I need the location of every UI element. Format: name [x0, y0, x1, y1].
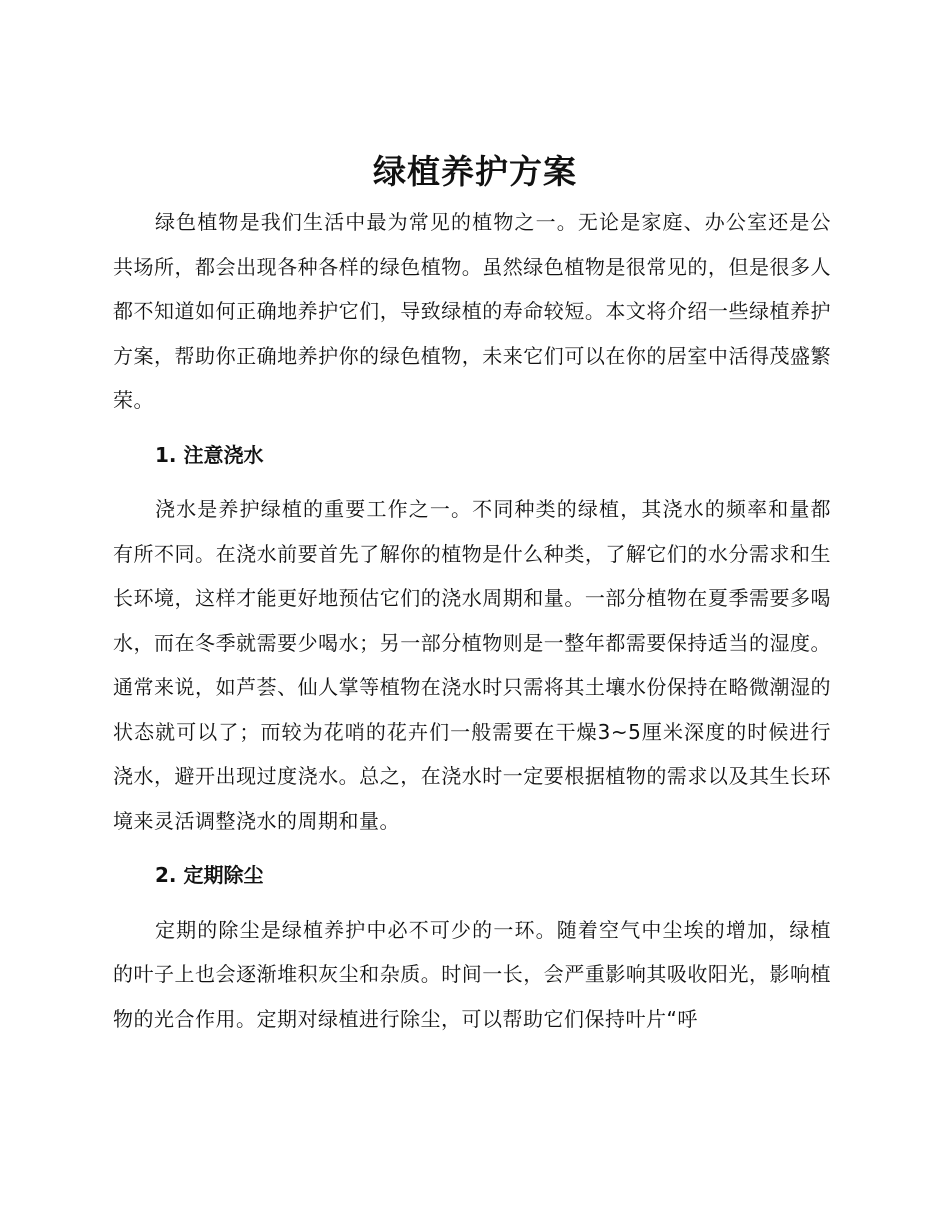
spacer: [113, 477, 831, 487]
section-body-watering: 浇水是养护绿植的重要工作之一。不同种类的绿植，其浇水的频率和量都有所不同。在浇水前要首先了解你的植物是什么种类，了解它们的水分需求和生长环境，这样才能更好地预估它们的浇水周期和量。一部分植物在夏季需要多喝水，而在冬季就需要少喝水；另一部分植物则是一整年都需要保持适当的湿度。通常来说，如芦荟、仙人掌等植物在浇水时只需将其土壤水份保持在略微潮湿的状态就可以了；而较为花哨的花卉们一般需要在干燥3~5厘米深度的时候进行浇水，避开出现过度浇水。总之，在浇水时一定要根据植物的需求以及其生长环境来灵活调整浇水的周期和量。: [113, 497, 831, 833]
spacer: [113, 843, 831, 853]
spacer: [113, 898, 831, 908]
section-body-dusting: 定期的除尘是绿植养护中必不可少的一环。随着空气中尘埃的增加，绿植的叶子上也会逐渐堆积灰尘和杂质。时间一长，会严重影响其吸收阳光，影响植物的光合作用。定期对绿植进行除尘，可以帮助它们保持叶片“呼: [113, 917, 831, 1031]
spacer: [113, 423, 831, 433]
section-heading-watering: 1. 注意浇水: [155, 442, 264, 467]
document-content: [113, 200, 831, 1041]
document-title: 绿植养护方案: [373, 152, 577, 191]
section-heading-dusting: 2. 定期除尘: [155, 863, 264, 887]
intro-paragraph: 绿色植物是我们生活中最为常见的植物之一。无论是家庭、办公室还是公共场所，都会出现各种各样的绿色植物。虽然绿色植物是很常见的，但是很多人都不知道如何正确地养护它们，导致绿植的寿命较短。本文将介绍一些绿植养护方案，帮助你正确地养护你的绿色植物，未来它们可以在你的居室中活得茂盛繁荣。: [113, 210, 831, 412]
